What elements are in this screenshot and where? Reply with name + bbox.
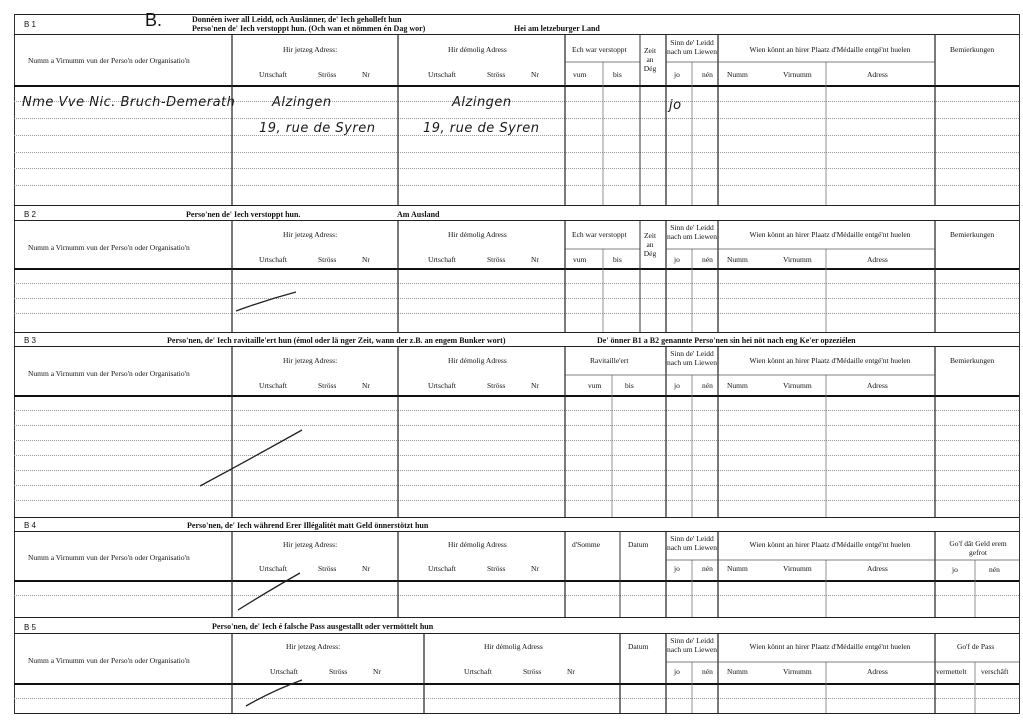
- urtschaft-header: Urtschaft: [259, 255, 287, 264]
- stross-header: Ströss: [318, 564, 337, 573]
- name-column-header: Numm a Virnumm vun der Perso'n oder Organisatio'n: [28, 553, 190, 562]
- date-header: Datum: [628, 642, 649, 651]
- nr-header: Nr: [531, 381, 539, 390]
- pass-header: Go'f de Pass: [957, 642, 995, 651]
- medal-header: Wien könnt an hirer Plaatz d'Médaille entgé'nt huelen: [749, 540, 911, 549]
- nr-header: Nr: [362, 564, 370, 573]
- section-title-b4: Perso'nen, de' Iech während Erer Illégalitét matt Geld önnerstötzt hun: [187, 521, 429, 530]
- former-address-header: Hir démolig Adress: [448, 356, 507, 365]
- numm-header: Numm: [727, 381, 748, 390]
- medal-header: Wien könnt an hirer Plaatz d'Médaille entgé'nt huelen: [749, 642, 911, 651]
- urtschaft-header: Urtschaft: [259, 70, 287, 79]
- section-header-line2: Perso'nen de' Iech verstoppt hun. (Och wan et nömmen én Dag wor): [192, 24, 426, 33]
- section-code-b1: B 1: [24, 20, 37, 29]
- nr-header: Nr: [531, 564, 539, 573]
- money-returned-header: Go'f dât Geld erem gefrot: [949, 539, 1007, 557]
- stross-header: Ströss: [523, 667, 542, 676]
- numm-header: Numm: [727, 564, 748, 573]
- section-title-b5: Perso'nen, de' Iech é falsche Pass ausgestallt oder vermöttelt hun: [212, 622, 434, 631]
- mediated-header: vermettelt: [936, 667, 967, 676]
- entry-current-town: Alzingen: [272, 95, 332, 110]
- stross-header: Ströss: [318, 70, 337, 79]
- nen-header: nén: [989, 565, 1000, 574]
- name-column-header: Numm a Virnumm vun der Perso'n oder Organisatio'n: [28, 656, 190, 665]
- stross-header: Ströss: [318, 255, 337, 264]
- former-address-header: Hir démolig Adress: [484, 642, 543, 651]
- to-header: bis: [613, 70, 622, 79]
- nr-header: Nr: [373, 667, 381, 676]
- alive-header: Sinn de' Leidd nach um Liewen: [667, 223, 717, 241]
- jo-header: jo: [674, 70, 680, 79]
- urtschaft-header: Urtschaft: [428, 564, 456, 573]
- hidden-header: Ech war verstoppt: [572, 45, 627, 54]
- amount-header: d'Somme: [572, 540, 601, 549]
- stross-header: Ströss: [487, 381, 506, 390]
- section-title-b3: Perso'nen, de' Iech ravitaille'ert hun (émol oder lä nger Zeit, wann der z.B. an engem Bunker wort): [167, 336, 506, 345]
- jo-header: jo: [674, 255, 680, 264]
- nr-header: Nr: [362, 381, 370, 390]
- jo-header: jo: [674, 667, 680, 676]
- entry-alive: jo: [669, 98, 682, 113]
- virnumm-header: Virnumm: [783, 564, 812, 573]
- from-header: vum: [588, 381, 602, 390]
- zeit-header: Zeit an Dég: [643, 46, 657, 73]
- nr-header: Nr: [362, 70, 370, 79]
- from-header: vum: [573, 70, 587, 79]
- former-address-header: Hir démolig Adress: [448, 230, 507, 239]
- supplied-header: Ravitaille'ert: [590, 356, 629, 365]
- stross-header: Ströss: [329, 667, 348, 676]
- from-header: vum: [573, 255, 587, 264]
- zeit-header: Zeit an Dég: [643, 231, 657, 258]
- current-address-header: Hir jetzeg Adress:: [283, 540, 338, 549]
- alive-header: Sinn de' Leidd nach um Liewen: [667, 349, 717, 367]
- jo-header: jo: [674, 381, 680, 390]
- former-address-header: Hir démolig Adress: [448, 45, 507, 54]
- jo-header: jo: [674, 564, 680, 573]
- virnumm-header: Virnumm: [783, 255, 812, 264]
- medal-header: Wien könnt an hirer Plaatz d'Médaille entgé'nt huelen: [749, 356, 911, 365]
- virnumm-header: Virnumm: [783, 667, 812, 676]
- stross-header: Ströss: [487, 70, 506, 79]
- urtschaft-header: Urtschaft: [428, 381, 456, 390]
- entry-current-street: 19, rue de Syren: [259, 121, 376, 136]
- nen-header: nén: [702, 70, 713, 79]
- section-letter: B.: [145, 10, 163, 30]
- section-code-b5: B 5: [24, 623, 37, 632]
- nr-header: Nr: [531, 255, 539, 264]
- section-title2-b3: De' önner B1 a B2 genannte Perso'nen sin hei nöt nach eng Ke'er opzeziélen: [597, 336, 856, 345]
- section-code-b2: B 2: [24, 210, 37, 219]
- cross-out-b2: [236, 292, 296, 311]
- entry-name: Nme Vve Nic. Bruch-Demerath: [22, 95, 236, 110]
- entry-former-street: 19, rue de Syren: [423, 121, 540, 136]
- nen-header: nén: [702, 255, 713, 264]
- cross-out-b4: [238, 573, 300, 610]
- numm-header: Numm: [727, 70, 748, 79]
- adress-header: Adress: [867, 255, 888, 264]
- alive-header: Sinn de' Leidd nach um Liewen: [667, 534, 717, 552]
- virnumm-header: Virnumm: [783, 381, 812, 390]
- stross-header: Ströss: [318, 381, 337, 390]
- remarks-header: Bemierkungen: [950, 45, 995, 54]
- current-address-header: Hir jetzeg Adress:: [286, 642, 341, 651]
- name-column-header: Numm a Virnumm vun der Perso'n oder Organisatio'n: [28, 243, 190, 252]
- entry-former-town: Alzingen: [452, 95, 512, 110]
- stross-header: Ströss: [487, 564, 506, 573]
- stross-header: Ströss: [487, 255, 506, 264]
- adress-header: Adress: [867, 667, 888, 676]
- remarks-header: Bemierkungen: [950, 230, 995, 239]
- adress-header: Adress: [867, 564, 888, 573]
- numm-header: Numm: [727, 667, 748, 676]
- name-column-header: Numm a Virnumm vun der Perso'n oder Organisatio'n: [28, 369, 190, 378]
- nr-header: Nr: [567, 667, 575, 676]
- adress-header: Adress: [867, 70, 888, 79]
- current-address-header: Hir jetzeg Adress:: [283, 230, 338, 239]
- urtschaft-header: Urtschaft: [270, 667, 298, 676]
- section-header-line1: Donnéen iwer all Leidd, och Auslänner, de' Iech geholleft hun: [192, 15, 402, 24]
- date-header: Datum: [628, 540, 649, 549]
- current-address-header: Hir jetzeg Adress:: [283, 45, 338, 54]
- cross-out-b3: [200, 430, 302, 486]
- to-header: bis: [625, 381, 634, 390]
- nr-header: Nr: [531, 70, 539, 79]
- section-title-b2: Perso'nen de' Iech verstoppt hun.: [186, 210, 301, 219]
- former-address-header: Hir démolig Adress: [448, 540, 507, 549]
- cross-out-b5: [246, 680, 302, 706]
- name-column-header: Numm a Virnumm vun der Perso'n oder Organisatio'n: [28, 56, 190, 65]
- urtschaft-header: Urtschaft: [428, 70, 456, 79]
- nen-header: nén: [702, 564, 713, 573]
- section-header-line2b: Hei am letzeburger Land: [514, 24, 600, 33]
- medal-header: Wien könnt an hirer Plaatz d'Médaille entgé'nt huelen: [749, 230, 911, 239]
- nen-header: nén: [702, 381, 713, 390]
- urtschaft-header: Urtschaft: [259, 564, 287, 573]
- urtschaft-header: Urtschaft: [428, 255, 456, 264]
- section-code-b4: B 4: [24, 521, 37, 530]
- to-header: bis: [613, 255, 622, 264]
- nr-header: Nr: [362, 255, 370, 264]
- jo-header: jo: [952, 565, 958, 574]
- alive-header: Sinn de' Leidd nach um Liewen: [667, 38, 717, 56]
- numm-header: Numm: [727, 255, 748, 264]
- current-address-header: Hir jetzeg Adress:: [283, 356, 338, 365]
- section-title2-b2: Am Ausland: [397, 210, 440, 219]
- medal-header: Wien könnt an hirer Plaatz d'Médaille entgé'nt huelen: [749, 45, 911, 54]
- hidden-header: Ech war verstoppt: [572, 230, 627, 239]
- remarks-header: Bemierkungen: [950, 356, 995, 365]
- section-code-b3: B 3: [24, 336, 37, 345]
- virnumm-header: Virnumm: [783, 70, 812, 79]
- adress-header: Adress: [867, 381, 888, 390]
- alive-header: Sinn de' Leidd nach um Liewen: [667, 636, 717, 654]
- procured-header: verschâft: [981, 667, 1009, 676]
- urtschaft-header: Urtschaft: [464, 667, 492, 676]
- urtschaft-header: Urtschaft: [259, 381, 287, 390]
- nen-header: nén: [702, 667, 713, 676]
